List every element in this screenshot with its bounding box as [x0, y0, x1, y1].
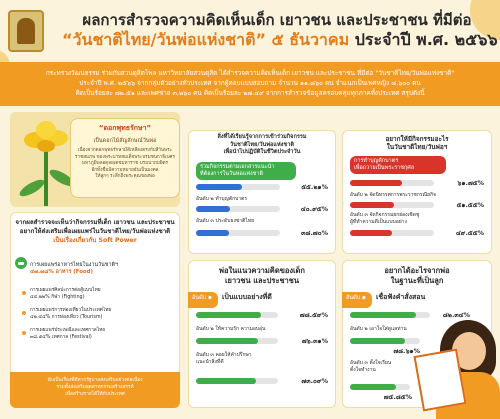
subtitle-year: ประจำปี พ.ศ. ๒๕๖๖ — [354, 30, 498, 49]
softpower-top-item — [30, 262, 178, 276]
rank3-label: อันดับ ๓ ประดับธงชาติไทย — [196, 218, 255, 224]
rank1-percentage: ๘๒.๓๔% — [442, 311, 470, 319]
softpower-footer-line: รวมทั้งส่งเสริมอุตสาหกรรมสร้างสรรค์ — [56, 385, 134, 390]
rank1-bar — [196, 312, 278, 318]
rank1-label: การทำบุญตักบาตร — [354, 158, 399, 164]
rank2-percentage: ๗๖.๓๑% — [301, 337, 328, 345]
rank1-label: ร่วมกิจกรรมตามเอกสารแนะนำ — [200, 164, 275, 170]
card-heading-line: ในวันชาติไทย/วันพ่อฯ — [386, 142, 448, 151]
food-icon — [14, 256, 28, 270]
rank2-bar — [350, 338, 420, 344]
page-title: ผลการสำรวจความคิดเห็นเด็ก เยาวชน และประชาชน ที่มีต่อ — [82, 11, 472, 29]
rank3-label-line: อันดับ ๓ จัดกิจกรรมยกย่องเชิดชู — [350, 212, 420, 218]
rank2-bar — [196, 206, 280, 212]
rank2-percentage: ๔๐.๙๕% — [300, 205, 328, 213]
softpower-item-value: ๔๒.๔๔% การท่องเที่ยว (Tourism) — [30, 314, 103, 320]
softpower-heading-line: จากผลสำรวจจะเห็นว่ากิจกรรมที่เด็ก เยาวชน และประชาชน — [15, 219, 175, 226]
rank3-label-line: อันดับ ๓ ตั้งใจเรียน — [350, 360, 392, 366]
rank3-label-line: อันดับ ๓ คอยให้คำปรึกษา — [196, 352, 252, 358]
softpower-item-value: ๔๔.๒๒% กีฬา (Fighting) — [30, 294, 85, 300]
rank2-label: อันดับ ๒ ทำบุญตักบาตร — [196, 196, 248, 202]
softpower-item — [30, 328, 176, 341]
bar-fill — [350, 338, 405, 344]
softpower-item-label: การเผยแพร่ศิลปะการต่อสู้แบบไทย — [30, 288, 101, 293]
rank2-percentage: ๗๘.๖๑% — [393, 347, 420, 355]
softpower-footer-line: นับเป็นเรื่องที่ดีหากรัฐบาลส่งเสริมอย่างต่อเนื่อง — [47, 378, 143, 383]
rank3-label-line: แนะนำสิ่งที่ดี — [196, 359, 224, 365]
bar-fill — [196, 184, 242, 190]
book-icon — [413, 349, 466, 412]
bullet-icon — [22, 311, 26, 315]
bar-fill — [350, 384, 396, 390]
rank-word: อันดับ — [346, 295, 361, 301]
subtitle-holiday: “วันชาติไทย/วันพ่อแห่งชาติ” ๕ ธันวาคม — [62, 30, 350, 49]
rank-word: อันดับ — [192, 295, 207, 301]
page-subtitle — [62, 28, 498, 53]
bar-fill — [350, 202, 394, 208]
rank1-bar — [196, 184, 280, 190]
rank1-percentage: ๖๑.๗๕% — [457, 179, 484, 187]
bullet-icon — [22, 291, 26, 295]
rank1-bar — [350, 312, 430, 318]
bullet-icon — [22, 331, 26, 335]
rank2-percentage: ๕๑.๕๕% — [456, 201, 484, 209]
flower-text-line: มหาภูมิพลอดุลยเดชมหาราช บรมนาถบพิตร — [81, 161, 169, 166]
rank1-percentage: ๗๘.๕๙% — [299, 311, 328, 319]
card-heading-line: วันชาติไทย/วันพ่อแห่งชาติ — [230, 141, 294, 148]
card-heading — [346, 266, 488, 286]
flower-text-line: อีกทั้งชื่อมีความหมายอันเป็นมงคล — [91, 167, 159, 173]
bar-fill — [196, 312, 261, 318]
rank3-percentage: ๓๘.๗๐% — [301, 229, 328, 237]
rank2-bar — [196, 338, 278, 344]
intro-banner — [0, 62, 500, 106]
softpower-item-label: การเผยแพร่ประเพณีและเทศกาลไทย — [30, 328, 106, 333]
rank1-ribbon — [196, 162, 296, 180]
rank3-label — [350, 212, 419, 226]
card-heading-line: สิ่งที่ได้เรียนรู้จากการเข้าร่วมกิจกรรม — [217, 134, 307, 140]
bar-fill — [196, 338, 258, 344]
rank3-label-line: ตั้งใจทำงาน — [350, 367, 376, 373]
rank1-label: ที่ต้องการในวันพ่อแห่งชาติ — [200, 171, 264, 177]
bar-fill — [350, 230, 392, 236]
ministry-seal-icon — [8, 10, 44, 52]
card-heading — [192, 266, 332, 286]
card-heading — [192, 134, 332, 157]
rank1-label: เพื่อถวายเป็นพระราชกุศล — [354, 165, 415, 171]
rank3-bar — [350, 230, 434, 236]
softpower-item-value: ๓๘.๕๔% เทศกาล (Festival) — [30, 334, 92, 340]
rank1-ribbon — [342, 292, 372, 308]
softpower-item-label: การเผยแพร่การท่องเที่ยวในประเทศไทย — [30, 308, 112, 313]
rank3-percentage: ๗๕.๘๕% — [383, 393, 412, 401]
rank3-percentage: ๔๙.๕๕% — [455, 229, 484, 237]
rank3-label — [350, 360, 391, 374]
rank3-bar — [350, 384, 410, 390]
softpower-footer — [10, 372, 180, 408]
card-heading-line: เยาวชน และประชาชน — [224, 276, 299, 285]
rank2-label: อันดับ ๒ จัดนิทรรศการพระราชกรณียกิจ — [350, 192, 437, 198]
card-heading-line: อยากได้อะไรจากพ่อ — [384, 266, 450, 275]
rank2-label: อันดับ ๒ เอาใจใส่ดูแลท่าน — [350, 326, 407, 332]
rank2-label: อันดับ ๒ ให้ความรัก ความอบอุ่น — [196, 326, 266, 332]
rank-number: ๑ — [361, 293, 367, 301]
rank-number: ๑ — [207, 293, 213, 301]
rank3-label-line: ผู้ที่ทำความดีเป็นแบบอย่าง — [350, 219, 407, 225]
softpower-heading-line: อยากให้ส่งเสริมเพื่อเผยแพร่ในวันชาติไทย/วันพ่อแห่งชาติ — [19, 228, 171, 235]
rank3-label — [196, 352, 252, 366]
intro-line: กระทรวงวัฒนธรรม ร่วมกับสวนดุสิตโพล มหาวิทยาลัยสวนดุสิต ได้สำรวจความคิดเห็นเด็ก เยาวชน และประชาชน ที่มีต่อ "วันชาติไทย/วันพ่อแห่งชาติ" — [45, 69, 455, 77]
bar-fill — [350, 180, 402, 186]
bar-fill — [350, 312, 416, 318]
intro-line: ประจำปี พ.ศ. ๒๕๖๖ จากกลุ่มตัวอย่างทั่วประเทศ จากผู้ตอบแบบสอบถาม จำนวน ๑๑,๘๖๐ คน จำแนกเป็นเพศหญิง ๘,๖๐๐ คน — [79, 79, 421, 87]
card-heading-line: อยากให้มีกิจกรรมอะไร — [385, 135, 449, 143]
rank2-bar — [350, 202, 434, 208]
rank1-ribbon — [188, 292, 218, 308]
rank1-label: เป็นแบบอย่างที่ดี — [222, 293, 272, 301]
softpower-top-pct: ๔๗.๗๘% อาหาร (Food) — [30, 269, 93, 275]
bar-fill — [196, 206, 230, 212]
rank1-bar — [350, 180, 434, 186]
softpower-item — [30, 308, 176, 321]
softpower-footer-line: เพื่อสร้างรายได้ให้กับประเทศ — [65, 392, 125, 397]
softpower-item — [30, 288, 176, 301]
flower-description — [75, 148, 175, 181]
rank3-bar — [196, 230, 280, 236]
rank3-percentage: ๗๓.๐๙% — [301, 377, 328, 385]
softpower-heading-line: เป็นเรื่องเกี่ยวกับ Soft Power — [53, 237, 137, 244]
softpower-heading — [12, 218, 178, 245]
rank1-ribbon — [350, 156, 446, 174]
card-heading-line: ในฐานะที่เป็นลูก — [390, 276, 444, 285]
flower-info-bubble — [70, 118, 180, 198]
flower-text-line: ราชสมภพ ของพระบาทสมเด็จพระบรมชนกาธิเบศร — [75, 154, 175, 160]
intro-line: คิดเป็นร้อยละ ๗๒.๕๑ และเพศชาย ๓,๒๖๐ คน คิดเป็นร้อยละ ๒๗.๔๙ จากการสำรวจข้อมูลครอบคลุมทุกภาคทั้งประเทศ สรุปดังนี้ — [75, 89, 425, 97]
softpower-top-label: การเผยแพร่อาหารไทยในงานวันชาติฯ — [30, 262, 119, 268]
flower-subtitle: เป็นดอกไม้สัญลักษณ์วันพ่อ — [93, 138, 157, 144]
rank1-label: เชื่อฟังคำสั่งสอน — [376, 293, 426, 301]
card-heading — [346, 136, 488, 151]
rank3-bar — [196, 378, 278, 384]
bar-fill — [196, 230, 229, 236]
flower-title: “ดอกพุทธรักษา” — [98, 124, 152, 132]
bar-fill — [196, 378, 256, 384]
flower-text-line: ให้ลูกๆ ระลึกถึงพระคุณของพ่อ — [95, 174, 155, 179]
flower-text-line: เนื่องจากดอกพุทธรักษามีสีเหลืองตรงกับสีวันพระ — [77, 148, 173, 153]
card-heading-line: พ่อในแนวความคิดของเด็ก — [219, 266, 305, 275]
rank1-percentage: ๕๕.๒๑% — [301, 183, 328, 191]
card-heading-line: เพื่อนำไปปฏิบัติในชีวิตประจำวัน — [223, 149, 301, 155]
